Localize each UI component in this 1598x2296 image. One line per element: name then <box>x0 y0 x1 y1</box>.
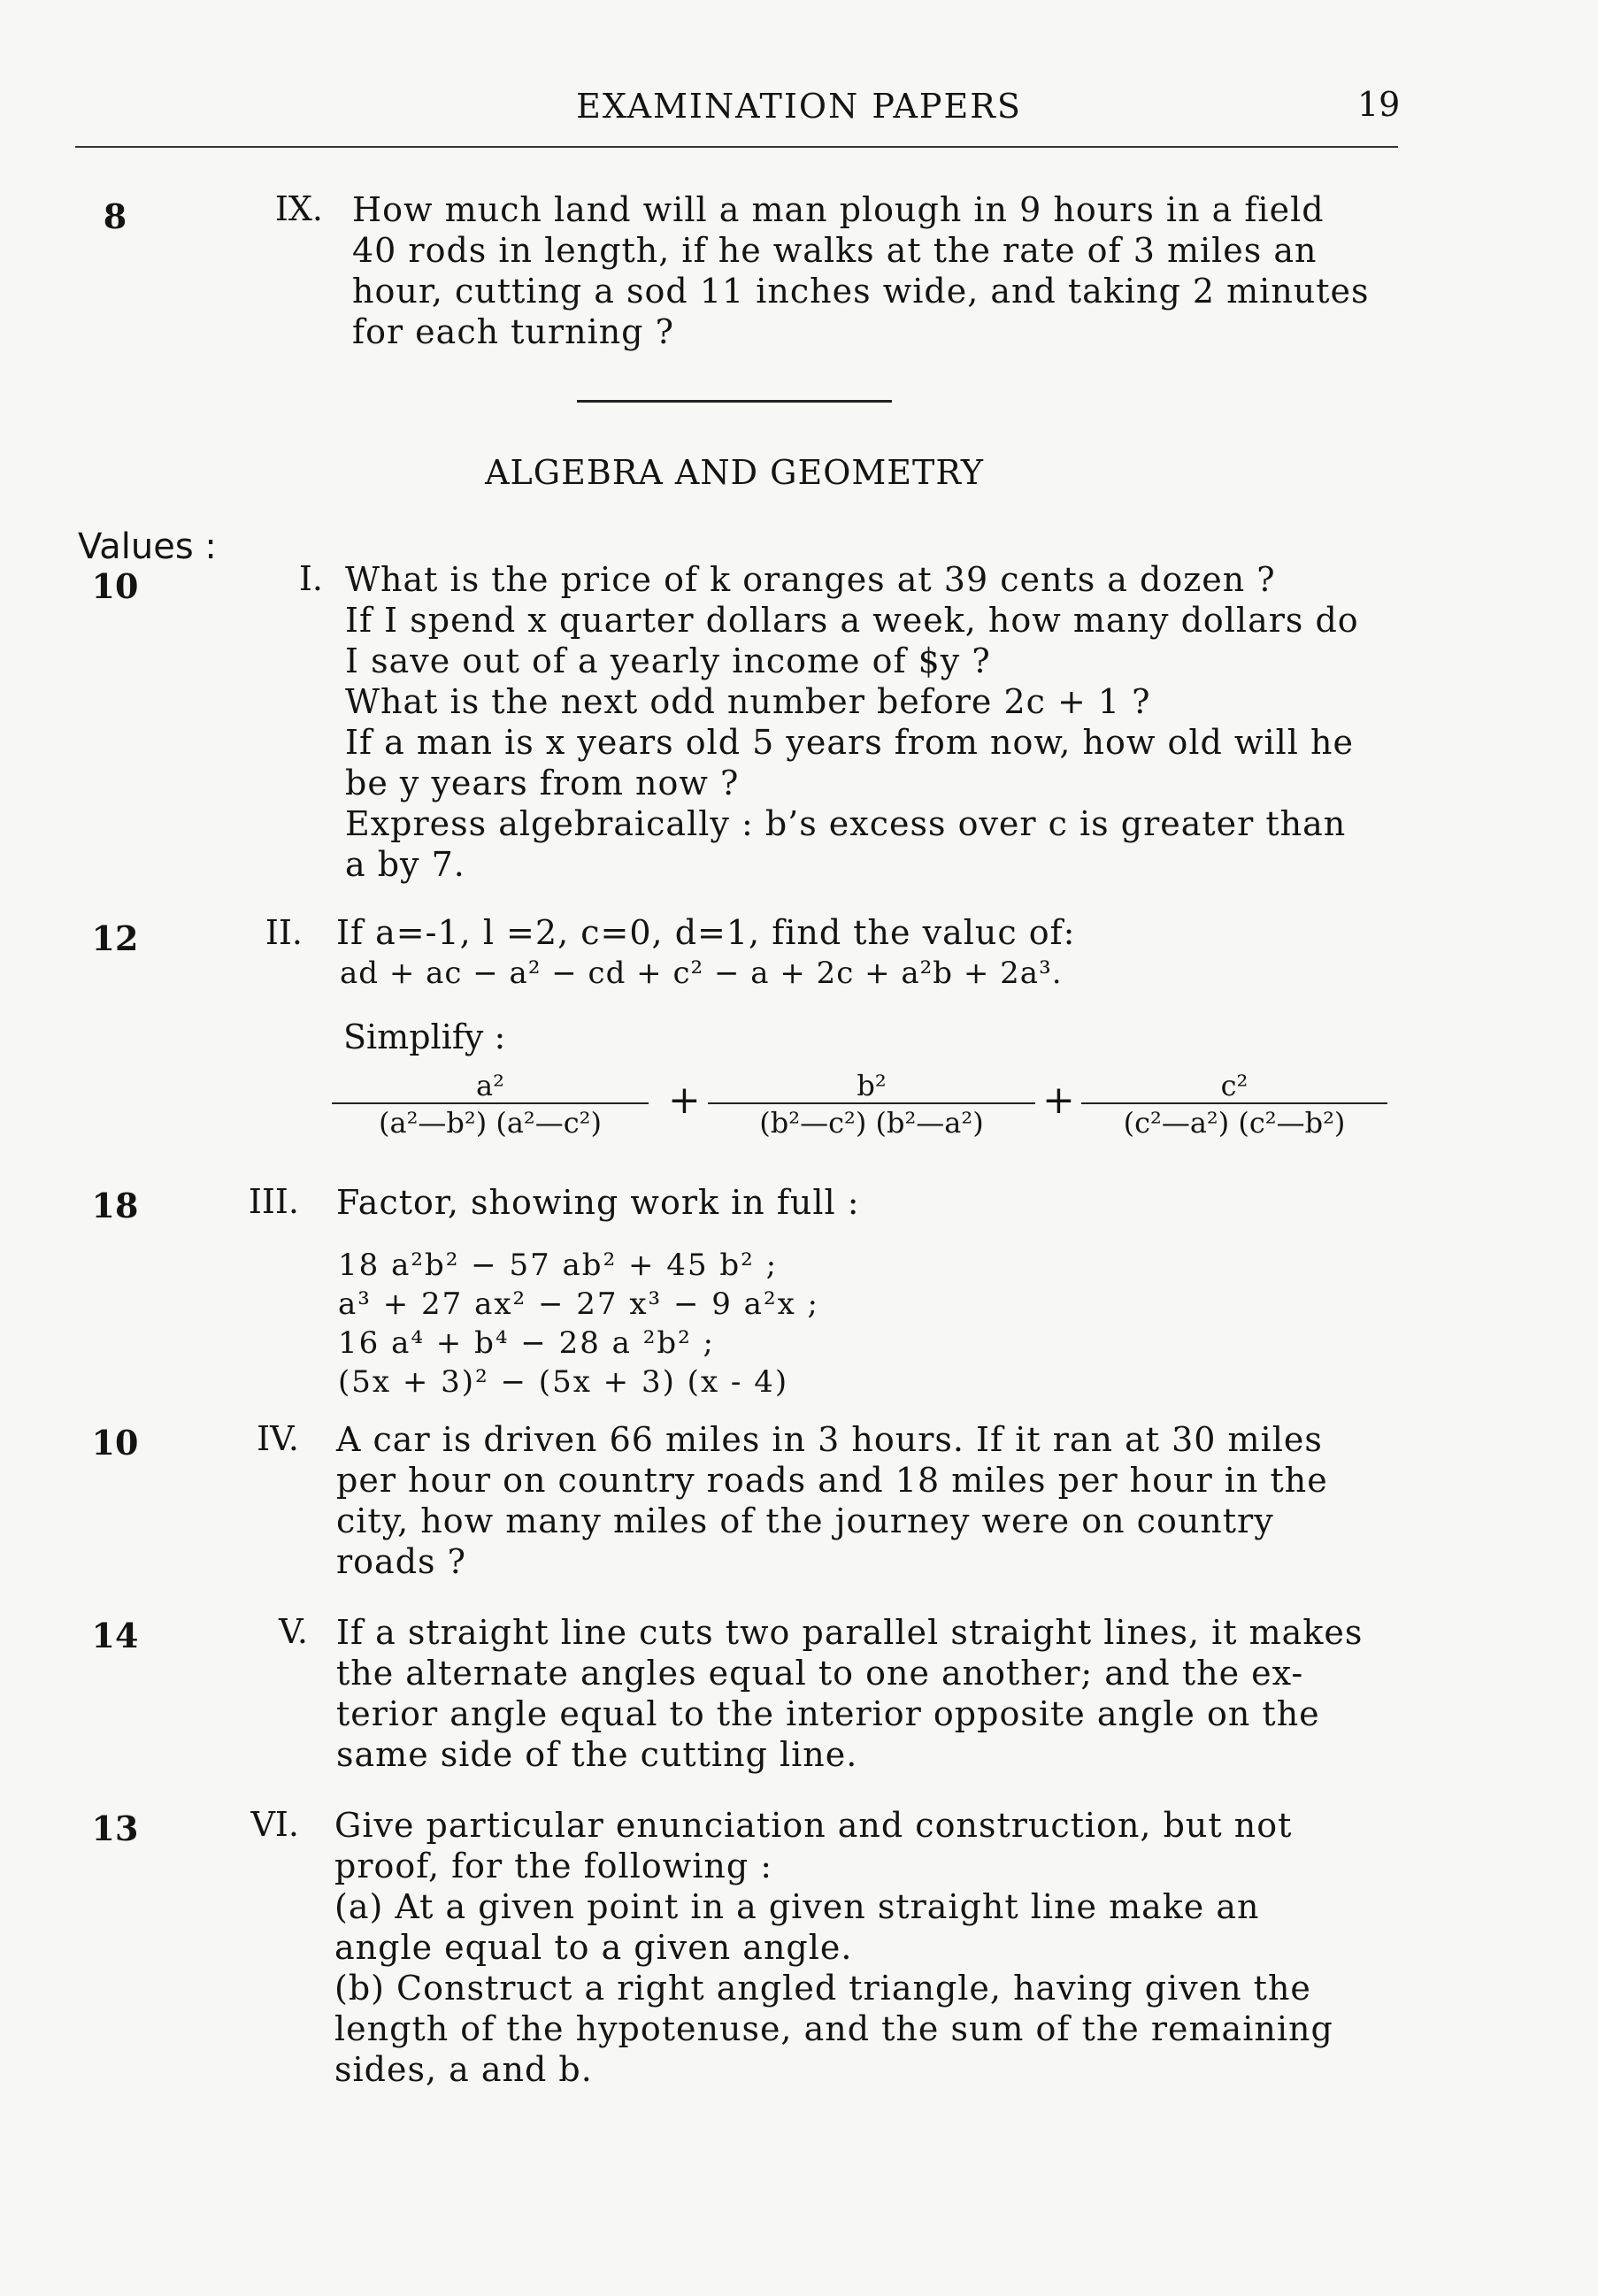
text-line: (a) At a given point in a given straight line make an <box>334 1887 1260 1926</box>
question-ii-number: II. <box>265 913 303 952</box>
text-line: a by 7. <box>345 845 465 884</box>
fraction-3 <box>1081 1069 1387 1140</box>
text-line: What is the next odd number before 2c + 1 ? <box>345 682 1151 721</box>
question-iv-number: IV. <box>257 1419 299 1458</box>
factor-expression: (5x + 3)² − (5x + 3) (x - 4) <box>338 1364 789 1400</box>
question-ii-mark: 12 <box>91 918 139 958</box>
simplify-label: Simplify : <box>343 1017 506 1056</box>
fraction-1-numerator: a² <box>476 1069 504 1102</box>
fraction-1-bar <box>332 1102 649 1104</box>
factor-expression: 18 a²b² − 57 ab² + 45 b² ; <box>338 1248 779 1283</box>
plus-sign: + <box>668 1078 701 1123</box>
question-ix-text <box>352 189 1398 352</box>
text-line: How much land will a man plough in 9 hours in a field <box>352 190 1325 229</box>
question-ii-expression: ad + ac − a² − cd + c² − a + 2c + a²b + 2a³. <box>340 956 1063 991</box>
plus-sign: + <box>1042 1078 1075 1123</box>
text-line: (b) Construct a right angled triangle, having given the <box>334 1969 1311 2008</box>
question-i-text <box>345 559 1398 885</box>
fraction-2-bar <box>708 1102 1035 1104</box>
question-iv-mark: 10 <box>91 1423 139 1463</box>
text-line: I save out of a yearly income of $y ? <box>345 641 991 680</box>
question-ii-given-values: If a=-1, l =2, c=0, d=1, find the valuc of: <box>336 913 1076 952</box>
question-v-mark: 14 <box>91 1616 139 1655</box>
section-divider <box>577 400 892 403</box>
text-line: same side of the cutting line. <box>336 1735 858 1774</box>
values-label: Values : <box>78 526 217 567</box>
text-line: Express algebraically : b’s excess over c is greater than <box>345 804 1347 843</box>
section-title: ALGEBRA AND GEOMETRY <box>485 453 984 492</box>
question-iii-number: III. <box>248 1182 299 1221</box>
text-line: If I spend x quarter dollars a week, how many dollars do <box>345 601 1359 640</box>
question-i-mark: 10 <box>91 566 139 606</box>
factor-expression: a³ + 27 ax² − 27 x³ − 9 a²x ; <box>338 1286 820 1322</box>
question-iv-text <box>336 1419 1386 1582</box>
text-line: roads ? <box>336 1542 466 1581</box>
question-vi-number: VI. <box>250 1805 299 1844</box>
fraction-3-denominator: (c²—a²) (c²—b²) <box>1123 1106 1346 1140</box>
text-line: proof, for the following : <box>334 1847 773 1885</box>
text-line: be y years from now ? <box>345 764 740 802</box>
fraction-2 <box>708 1069 1035 1140</box>
text-line: terior angle equal to the interior opposite angle on the <box>336 1694 1320 1733</box>
question-vi-text <box>334 1805 1379 2090</box>
fraction-1-denominator: (a²—b²) (a²—c²) <box>379 1106 602 1140</box>
text-line: per hour on country roads and 18 miles per hour in the <box>336 1461 1328 1500</box>
question-iii-mark: 18 <box>91 1186 139 1225</box>
question-v-number: V. <box>279 1612 308 1651</box>
factor-expressions <box>338 1246 1311 1401</box>
text-line: hour, cutting a sod 11 inches wide, and taking 2 minutes <box>352 272 1370 311</box>
text-line: for each turning ? <box>352 312 674 351</box>
page-number: 19 <box>1357 85 1401 124</box>
text-line: Give particular enunciation and construction, but not <box>334 1806 1293 1845</box>
text-line: angle equal to a given angle. <box>334 1928 853 1967</box>
question-iii-text <box>336 1182 1380 1223</box>
header-rule <box>75 146 1398 148</box>
text-line: 40 rods in length, if he walks at the rate of 3 miles an <box>352 231 1318 270</box>
question-v-text <box>336 1612 1386 1775</box>
factor-expression: 16 a⁴ + b⁴ − 28 a ²b² ; <box>338 1325 716 1361</box>
text-line: If a straight line cuts two parallel straight lines, it makes <box>336 1613 1364 1652</box>
text-line: What is the price of k oranges at 39 cents a dozen ? <box>345 560 1276 599</box>
text-line: city, how many miles of the journey were on country <box>336 1501 1274 1540</box>
fraction-3-bar <box>1081 1102 1387 1104</box>
text-line: If a man is x years old 5 years from now, how old will he <box>345 723 1354 762</box>
question-i-number: I. <box>298 559 323 598</box>
fraction-2-denominator: (b²—c²) (b²—a²) <box>759 1106 984 1140</box>
text-line: Factor, showing work in full : <box>336 1183 860 1222</box>
text-line: sides, a and b. <box>334 2050 593 2089</box>
fraction-2-numerator: b² <box>857 1069 887 1102</box>
fraction-1 <box>332 1069 649 1140</box>
text-line: the alternate angles equal to one another; and the ex- <box>336 1654 1304 1693</box>
running-head: EXAMINATION PAPERS <box>576 87 1022 126</box>
text-line: A car is driven 66 miles in 3 hours. If it ran at 30 miles <box>336 1420 1323 1459</box>
question-ix-number: IX. <box>274 189 323 228</box>
fraction-3-numerator: c² <box>1220 1069 1248 1102</box>
question-ix-mark: 8 <box>103 196 127 236</box>
text-line: length of the hypotenuse, and the sum of the remaining <box>334 2009 1333 2048</box>
question-vi-mark: 13 <box>91 1808 139 1848</box>
